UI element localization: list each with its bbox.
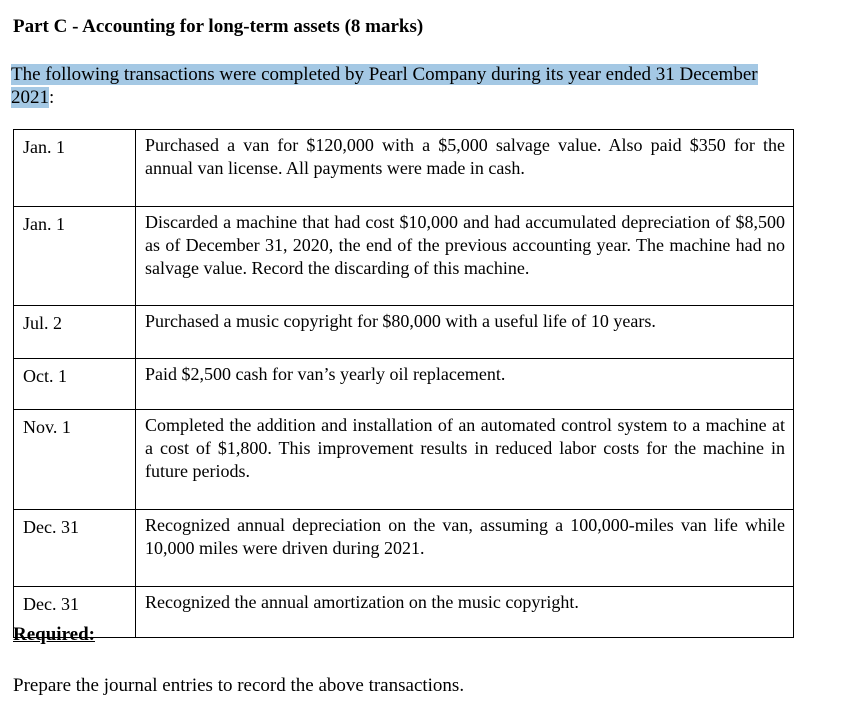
required-heading: Required: — [13, 624, 95, 645]
table-row — [14, 359, 794, 410]
transaction-description: Recognized annual depreciation on the van, assuming a 100,000-miles van life while 10,000 miles were driven during 2021. — [136, 510, 794, 587]
table-row — [14, 130, 794, 207]
intro-line-2: 2021 — [11, 87, 49, 108]
transaction-date: Oct. 1 — [14, 359, 136, 410]
transaction-description: Recognized the annual amortization on the music copyright. — [136, 587, 794, 638]
table-row — [14, 587, 794, 638]
transaction-date: Jan. 1 — [14, 207, 136, 306]
intro-paragraph — [11, 63, 801, 109]
transaction-date: Nov. 1 — [14, 410, 136, 510]
table-row — [14, 510, 794, 587]
intro-colon: : — [49, 87, 55, 108]
transaction-description: Paid $2,500 cash for van’s yearly oil replacement. — [136, 359, 794, 410]
transactions-table — [13, 129, 794, 638]
table-row — [14, 410, 794, 510]
transaction-description: Purchased a van for $120,000 with a $5,000 salvage value. Also paid $350 for the annual van license. All payments were made in cash. — [136, 130, 794, 207]
part-title: Part C - Accounting for long-term assets (8 marks) — [13, 16, 424, 37]
table-row — [14, 306, 794, 359]
transaction-description: Discarded a machine that had cost $10,000 and had accumulated depreciation of $8,500 as of December 31, 2020, the end of the previous accounting year. The machine had no salvage value. Record the discarding of this machine. — [136, 207, 794, 306]
transaction-date: Jul. 2 — [14, 306, 136, 359]
intro-line-1: The following transactions were completed by Pearl Company during its year ended 31 December — [11, 64, 758, 85]
transaction-date: Dec. 31 — [14, 510, 136, 587]
transaction-date: Jan. 1 — [14, 130, 136, 207]
instruction-text: Prepare the journal entries to record the above transactions. — [13, 675, 465, 696]
transaction-description: Purchased a music copyright for $80,000 with a useful life of 10 years. — [136, 306, 794, 359]
transaction-description: Completed the addition and installation of an automated control system to a machine at a cost of $1,800. This improvement results in reduced labor costs for the machine in future periods. — [136, 410, 794, 510]
table-row — [14, 207, 794, 306]
transaction-date: Dec. 31 — [14, 587, 136, 638]
